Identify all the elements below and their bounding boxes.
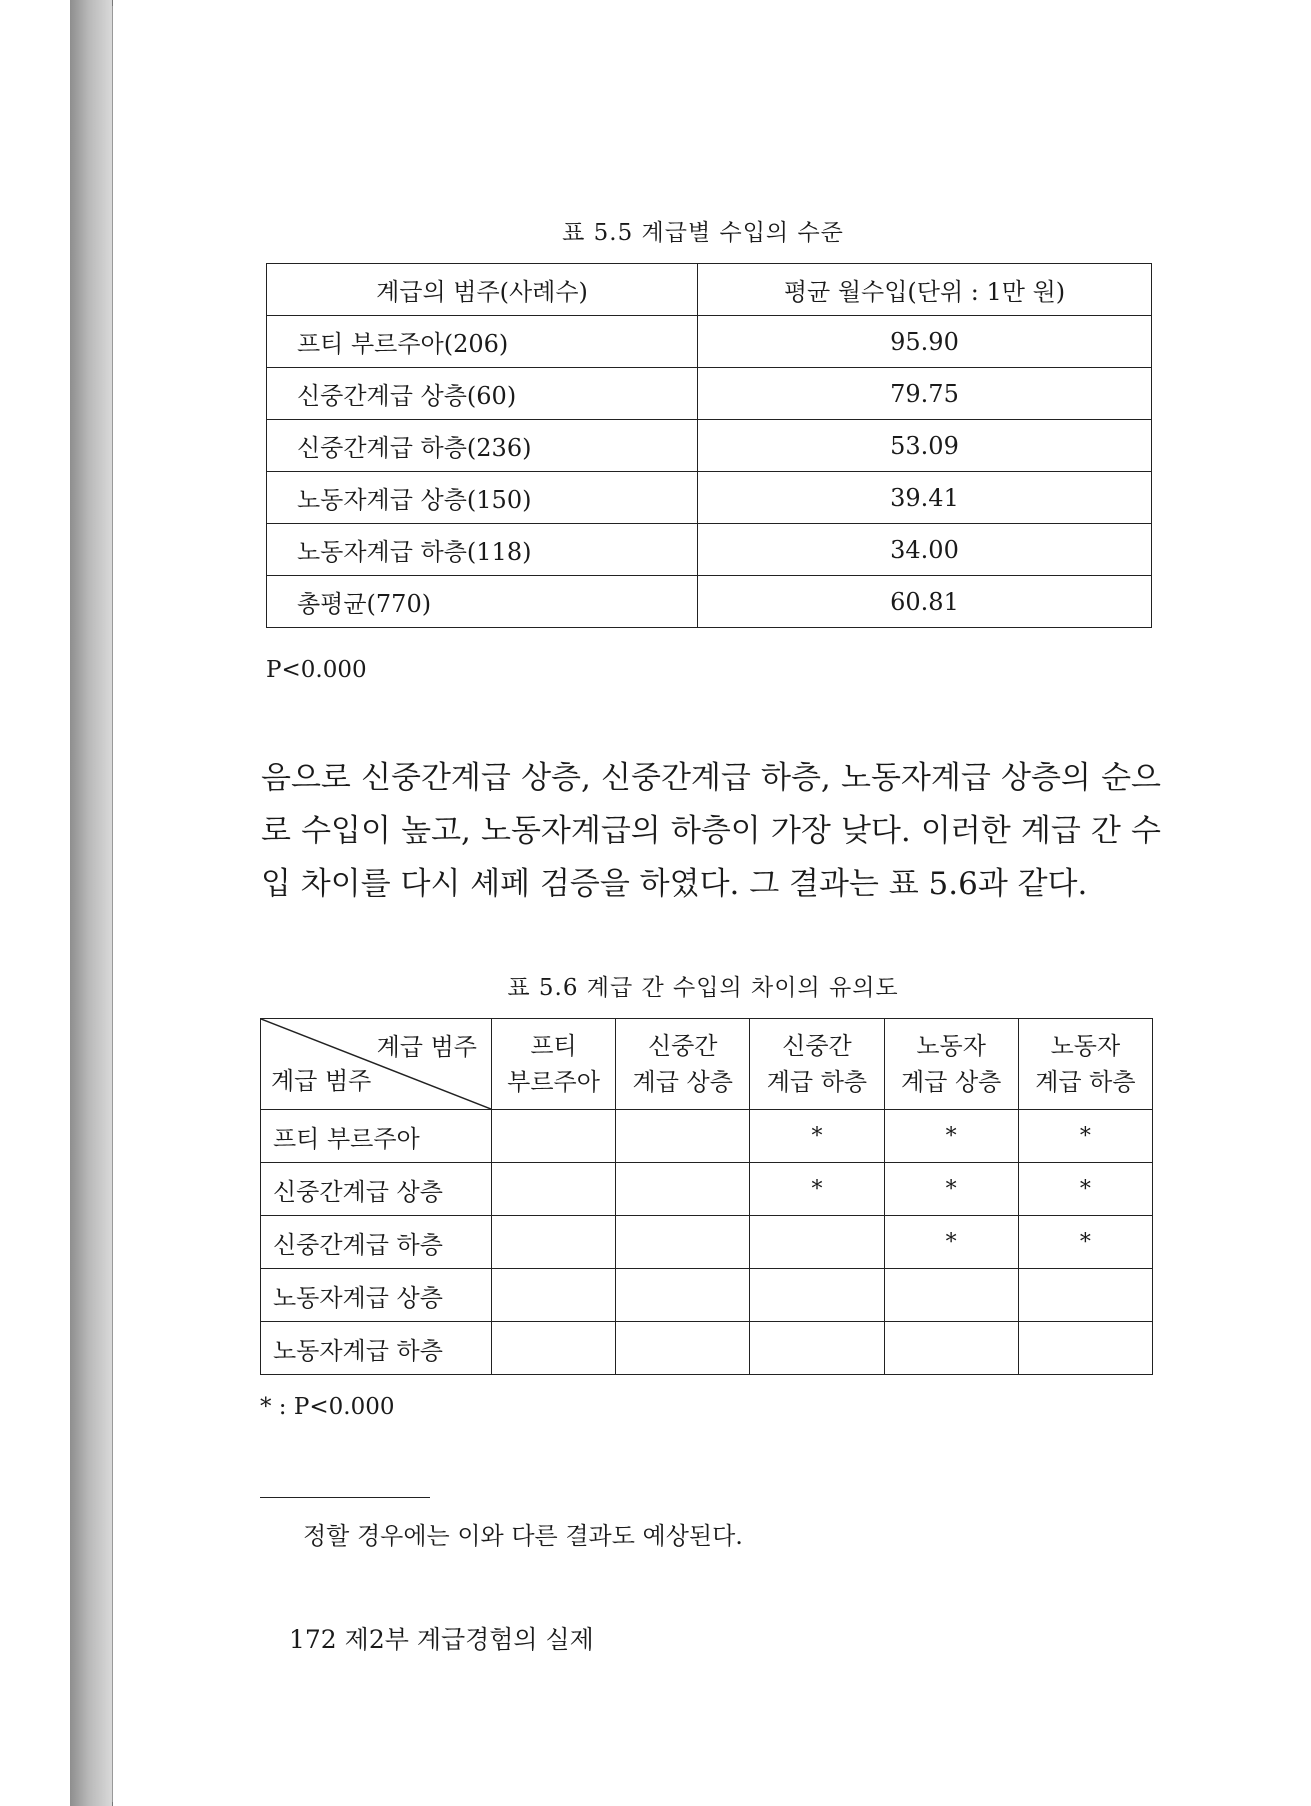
- table-cell: [492, 1216, 616, 1269]
- table-cell: *: [1018, 1163, 1152, 1216]
- table2-note: * : P<0.000: [260, 1394, 395, 1420]
- row-label: 신중간계급 하층: [261, 1216, 492, 1269]
- footnote-text: 정할 경우에는 이와 다른 결과도 예상된다.: [303, 1522, 743, 1550]
- table-cell: [492, 1269, 616, 1322]
- table-cell: [616, 1216, 750, 1269]
- table-cell: [750, 1269, 884, 1322]
- table-row: [267, 472, 1152, 524]
- corner-row-label: 계급 범주: [271, 1067, 372, 1095]
- row-label: 노동자계급 하층: [261, 1322, 492, 1375]
- table-cell: 노동자계급 상층(150): [267, 472, 698, 524]
- table-cell: 39.41: [698, 472, 1152, 524]
- row-label: 신중간계급 상층: [261, 1163, 492, 1216]
- table-header: 평균 월수입(단위 : 1만 원): [698, 264, 1152, 316]
- table-cell: 34.00: [698, 524, 1152, 576]
- table-cell: 신중간계급 상층(60): [267, 368, 698, 420]
- table-cell: [884, 1269, 1018, 1322]
- table-cell: 노동자계급 하층(118): [267, 524, 698, 576]
- table-cell: *: [1018, 1110, 1152, 1163]
- income-table: [266, 263, 1152, 628]
- table-cell: [492, 1110, 616, 1163]
- significance-table: [260, 1018, 1153, 1375]
- table-row: [267, 368, 1152, 420]
- table-cell: [1018, 1322, 1152, 1375]
- table-cell: [884, 1322, 1018, 1375]
- table-cell: [750, 1322, 884, 1375]
- table-cell: 95.90: [698, 316, 1152, 368]
- column-header: 신중간 계급 상층: [616, 1019, 750, 1110]
- table-row: [261, 1216, 1153, 1269]
- table-cell: 신중간계급 하층(236): [267, 420, 698, 472]
- table-header-row: [261, 1019, 1153, 1110]
- table2-title: 표 5.6 계급 간 수입의 차이의 유의도: [507, 975, 899, 1001]
- table-cell: [492, 1322, 616, 1375]
- table-row: [261, 1110, 1153, 1163]
- table-row: [261, 1269, 1153, 1322]
- table1-note: P<0.000: [266, 657, 367, 683]
- table-cell: [492, 1163, 616, 1216]
- table-row: [267, 420, 1152, 472]
- page-folio: 172 제2부 계급경험의 실제: [289, 1625, 594, 1654]
- table-header: 계급의 범주(사례수): [267, 264, 698, 316]
- table-cell: [1018, 1269, 1152, 1322]
- table-cell: *: [750, 1163, 884, 1216]
- column-header: 신중간 계급 하층: [750, 1019, 884, 1110]
- table-cell: [616, 1269, 750, 1322]
- book-spine: [70, 0, 113, 1806]
- table-cell: 프티 부르주아(206): [267, 316, 698, 368]
- table-cell: 79.75: [698, 368, 1152, 420]
- table-cell: [616, 1163, 750, 1216]
- table-cell: *: [884, 1110, 1018, 1163]
- table-row: [267, 576, 1152, 628]
- table-cell: *: [884, 1163, 1018, 1216]
- corner-column-label: 계급 범주: [376, 1033, 477, 1061]
- table-cell: 60.81: [698, 576, 1152, 628]
- table-row: [267, 316, 1152, 368]
- table-cell: [750, 1216, 884, 1269]
- column-header: 노동자 계급 하층: [1018, 1019, 1152, 1110]
- footnote-rule: [260, 1497, 430, 1498]
- column-header: 프티 부르주아: [492, 1019, 616, 1110]
- table-cell: [616, 1110, 750, 1163]
- table1-title: 표 5.5 계급별 수입의 수준: [562, 220, 844, 246]
- table-row: [261, 1322, 1153, 1375]
- table-row: [261, 1163, 1153, 1216]
- table-cell: *: [750, 1110, 884, 1163]
- table-row: [267, 524, 1152, 576]
- book-page: [112, 6, 1293, 1802]
- table-cell: 53.09: [698, 420, 1152, 472]
- body-paragraph: 음으로 신중간계급 상층, 신중간계급 하층, 노동자계급 상층의 순으로 수입이 높고, 노동자계급의 하층이 가장 낮다. 이러한 계급 간 수입 차이를 다시 셰페 검증을 하였다. 그 결과는 표 5.6과 같다.: [261, 760, 1161, 902]
- table-header-row: [267, 264, 1152, 316]
- row-label: 노동자계급 상층: [261, 1269, 492, 1322]
- table-cell: [616, 1322, 750, 1375]
- table-cell: *: [884, 1216, 1018, 1269]
- table-cell: 총평균(770): [267, 576, 698, 628]
- diagonal-corner-header: [261, 1019, 492, 1110]
- row-label: 프티 부르주아: [261, 1110, 492, 1163]
- column-header: 노동자 계급 상층: [884, 1019, 1018, 1110]
- table-cell: *: [1018, 1216, 1152, 1269]
